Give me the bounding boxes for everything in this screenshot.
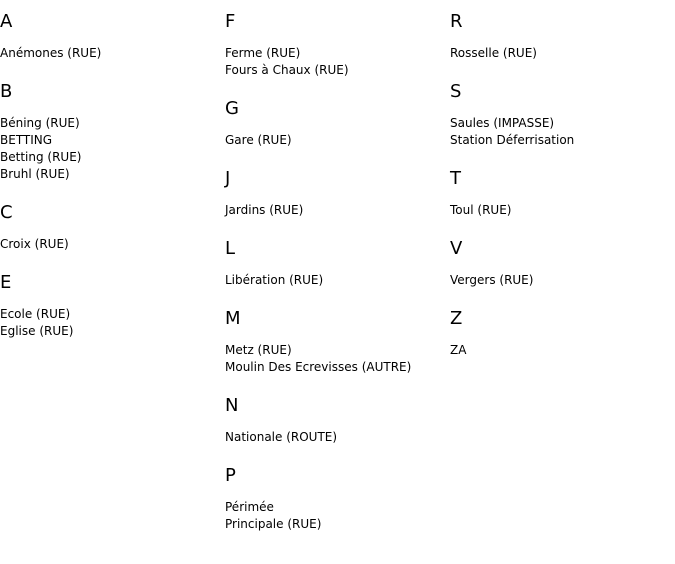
letter-group xyxy=(225,395,450,446)
street-list xyxy=(450,272,675,289)
street-list-item xyxy=(450,272,675,289)
letter-heading: R xyxy=(450,11,463,32)
street-link[interactable]: Moulin Des Ecrevisses (AUTRE) xyxy=(225,360,412,374)
letter-group xyxy=(450,81,675,149)
street-list-item xyxy=(0,306,225,323)
street-list-item xyxy=(0,166,225,183)
street-link[interactable]: Vergers (RUE) xyxy=(450,273,534,287)
street-list-item xyxy=(450,202,675,219)
street-list-item xyxy=(225,62,450,79)
street-link[interactable]: Périmée xyxy=(225,500,274,514)
letter-heading: Z xyxy=(450,308,463,329)
street-link[interactable]: Anémones (RUE) xyxy=(0,46,102,60)
street-link[interactable]: Saules (IMPASSE) xyxy=(450,116,555,130)
street-link[interactable]: Station Déferrisation xyxy=(450,133,575,147)
street-list-item xyxy=(225,429,450,446)
street-list xyxy=(225,272,450,289)
letter-heading: F xyxy=(225,11,236,32)
street-link[interactable]: Rosselle (RUE) xyxy=(450,46,537,60)
letter-group xyxy=(0,11,225,62)
street-list-item xyxy=(0,115,225,132)
letter-heading: L xyxy=(225,238,236,259)
street-link[interactable]: Gare (RUE) xyxy=(225,133,292,147)
letter-heading: N xyxy=(225,395,239,416)
street-link[interactable]: Principale (RUE) xyxy=(225,517,322,531)
street-link[interactable]: Croix (RUE) xyxy=(0,237,69,251)
street-list xyxy=(225,499,450,533)
street-link[interactable]: Libération (RUE) xyxy=(225,273,324,287)
street-list-item xyxy=(450,45,675,62)
street-list xyxy=(450,115,675,149)
letter-heading: T xyxy=(450,168,461,189)
street-list-item xyxy=(0,132,225,149)
street-link[interactable]: Ecole (RUE) xyxy=(0,307,71,321)
street-link[interactable]: ZA xyxy=(450,343,467,357)
letter-heading: P xyxy=(225,465,236,486)
street-link[interactable]: Jardins (RUE) xyxy=(225,203,304,217)
street-list-item xyxy=(0,149,225,166)
letter-group xyxy=(0,202,225,253)
street-list xyxy=(225,429,450,446)
street-link[interactable]: Metz (RUE) xyxy=(225,343,292,357)
street-link[interactable]: Toul (RUE) xyxy=(450,203,512,217)
street-list xyxy=(0,306,225,340)
street-list xyxy=(450,342,675,359)
street-link[interactable]: Béning (RUE) xyxy=(0,116,80,130)
street-list-item xyxy=(225,132,450,149)
street-list-item xyxy=(450,115,675,132)
letter-heading: M xyxy=(225,308,241,329)
street-list xyxy=(450,45,675,62)
street-list xyxy=(225,132,450,149)
street-index-column-3 xyxy=(450,11,675,378)
street-list-item xyxy=(225,359,450,376)
letter-group xyxy=(450,11,675,62)
letter-heading: C xyxy=(0,202,13,223)
street-link[interactable]: BETTING xyxy=(0,133,53,147)
letter-heading: E xyxy=(0,272,12,293)
letter-group xyxy=(225,168,450,219)
street-list xyxy=(225,45,450,79)
street-link[interactable]: Bruhl (RUE) xyxy=(0,167,70,181)
street-link[interactable]: Fours à Chaux (RUE) xyxy=(225,63,349,77)
street-list-item xyxy=(225,499,450,516)
letter-group xyxy=(450,238,675,289)
street-index-column-1 xyxy=(0,11,225,359)
letter-heading: A xyxy=(0,11,13,32)
street-list xyxy=(225,342,450,376)
street-list-item xyxy=(0,323,225,340)
letter-heading: G xyxy=(225,98,239,119)
street-list-item xyxy=(0,236,225,253)
letter-group xyxy=(450,308,675,359)
letter-heading: V xyxy=(450,238,463,259)
letter-group xyxy=(225,98,450,149)
letter-group xyxy=(0,272,225,340)
letter-heading: S xyxy=(450,81,462,102)
letter-group xyxy=(225,11,450,79)
street-link[interactable]: Nationale (ROUTE) xyxy=(225,430,338,444)
street-list xyxy=(0,45,225,62)
letter-group xyxy=(450,168,675,219)
street-list xyxy=(0,236,225,253)
street-index-column-2 xyxy=(225,11,450,552)
street-list-item xyxy=(450,342,675,359)
street-list-item xyxy=(225,202,450,219)
letter-group xyxy=(225,308,450,376)
street-link[interactable]: Betting (RUE) xyxy=(0,150,82,164)
letter-heading: J xyxy=(225,168,231,189)
street-list-item xyxy=(225,516,450,533)
letter-group xyxy=(225,238,450,289)
street-link[interactable]: Ferme (RUE) xyxy=(225,46,301,60)
street-list-item xyxy=(225,272,450,289)
street-list-item xyxy=(0,45,225,62)
street-list xyxy=(225,202,450,219)
street-list xyxy=(450,202,675,219)
letter-heading: B xyxy=(0,81,13,102)
street-list-item xyxy=(225,45,450,62)
street-list-item xyxy=(450,132,675,149)
street-list xyxy=(0,115,225,183)
letter-group xyxy=(225,465,450,533)
letter-group xyxy=(0,81,225,183)
street-list-item xyxy=(225,342,450,359)
street-link[interactable]: Eglise (RUE) xyxy=(0,324,74,338)
